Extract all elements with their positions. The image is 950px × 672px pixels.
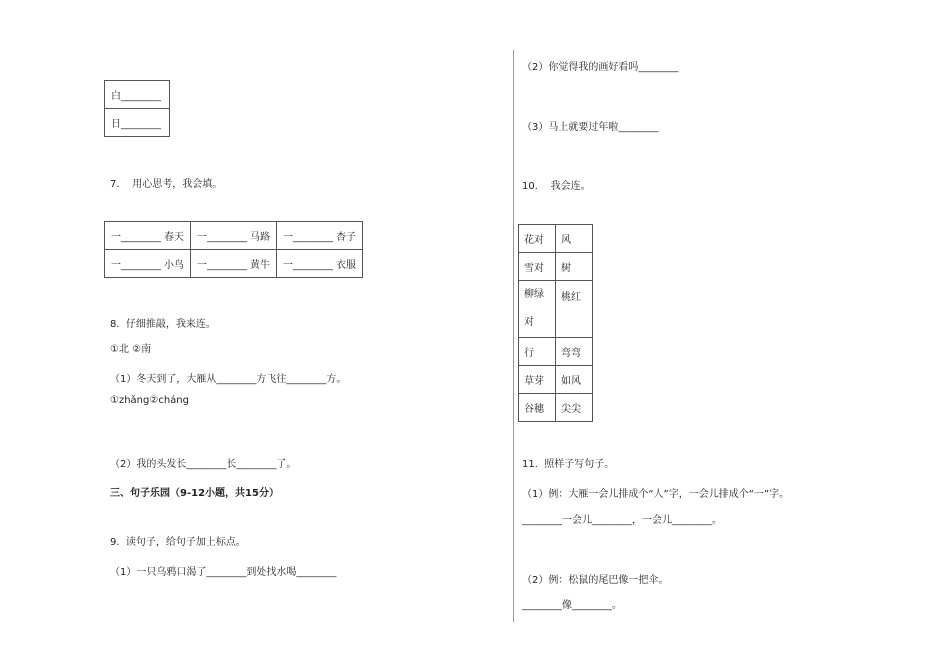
- word: 衣服: [336, 260, 356, 271]
- char-cell: 日________: [105, 109, 170, 137]
- word: 小鸟: [164, 260, 184, 271]
- left-item: 行: [519, 338, 556, 366]
- blank-prefix: 一________: [111, 232, 161, 243]
- q8-sub-1: （1）冬天到了，大雁从________方飞往________方。: [110, 374, 347, 385]
- table-cell: [277, 250, 363, 278]
- right-item: 如风: [556, 366, 593, 394]
- left-item: 草芽: [519, 366, 556, 394]
- blank-prefix: 一________: [283, 232, 333, 243]
- q8-sub-2: （2）我的头发长________长________了。: [110, 459, 297, 470]
- q9-sub-3: （3）马上就要过年啦________: [522, 122, 659, 133]
- matching-table: [518, 224, 593, 422]
- table-cell: [191, 222, 277, 250]
- table-cell: [105, 250, 191, 278]
- right-item: 桃红: [556, 281, 593, 338]
- q8-options-1: ①北 ②南: [110, 344, 152, 355]
- right-item: 弯弯: [556, 338, 593, 366]
- word: 马路: [250, 232, 270, 243]
- table-cell: [277, 222, 363, 250]
- q10-title: 10. 我会连。: [522, 181, 591, 192]
- word: 杏子: [336, 232, 356, 243]
- word: 黄牛: [250, 260, 270, 271]
- right-item: 风: [556, 225, 593, 253]
- blank-prefix: 一________: [197, 232, 247, 243]
- q11-example-2: （2）例：松鼠的尾巴像一把伞。: [522, 575, 669, 586]
- char-cell: 白________: [105, 81, 170, 109]
- q9-sub-2: （2）你觉得我的画好看吗________: [522, 62, 679, 73]
- left-item: 花对: [519, 225, 556, 253]
- q11-example-1: （1）例：大雁一会儿排成个“人”字，一会儿排成个“一”字。: [522, 489, 790, 500]
- blank-prefix: 一________: [197, 260, 247, 271]
- measure-word-table: [104, 221, 363, 278]
- q11-title: 11. 照样子写句子。: [522, 459, 615, 470]
- table-cell: [105, 222, 191, 250]
- q11-fill-2: ________像________。: [522, 600, 622, 611]
- column-divider: [513, 50, 514, 622]
- q7-title: 7. 用心思考，我会填。: [110, 179, 223, 190]
- left-item: 雪对: [519, 253, 556, 281]
- section-heading: 三、句子乐园（9-12小题，共15分）: [110, 488, 279, 499]
- word: 春天: [164, 232, 184, 243]
- table-cell: [191, 250, 277, 278]
- q8-options-2: ①zhǎng②cháng: [110, 395, 189, 406]
- q11-fill-1: ________一会儿________，一会儿________。: [522, 515, 722, 526]
- blank-prefix: 一________: [111, 260, 161, 271]
- char-table: [104, 80, 170, 137]
- q9-sub-1: （1）一只乌鸦口渴了________到处找水喝________: [110, 567, 337, 578]
- right-item: 树: [556, 253, 593, 281]
- q9-title: 9. 读句子，给句子加上标点。: [110, 537, 246, 548]
- q8-title: 8. 仔细推敲，我来连。: [110, 319, 216, 330]
- right-item: 尖尖: [556, 394, 593, 422]
- left-item: 柳绿对: [519, 281, 556, 338]
- blank-prefix: 一________: [283, 260, 333, 271]
- left-item: 谷穗: [519, 394, 556, 422]
